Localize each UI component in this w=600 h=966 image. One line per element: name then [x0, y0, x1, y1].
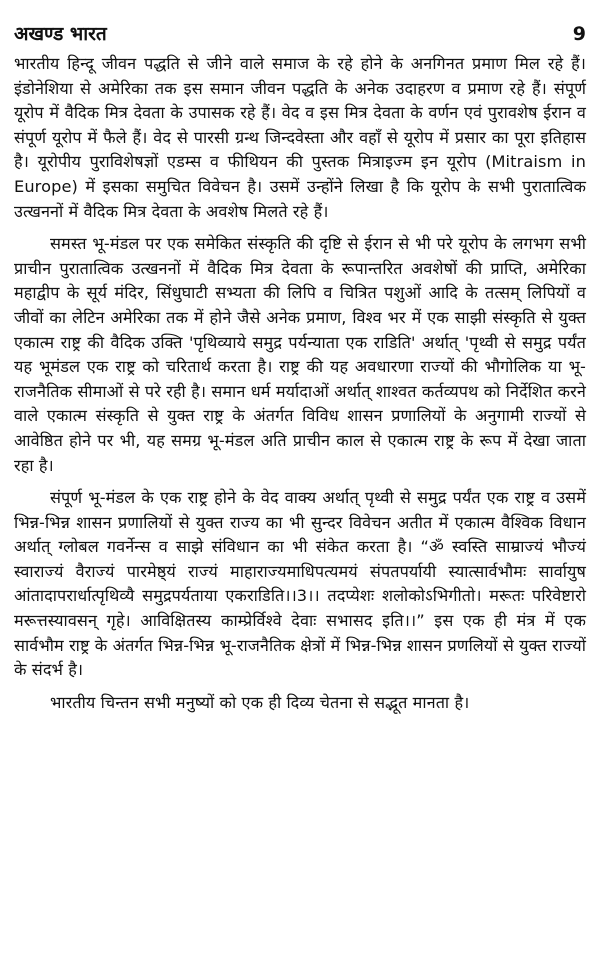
page-number: 9 — [572, 23, 586, 45]
body-text — [14, 52, 586, 715]
book-title: अखण्ड भारत — [14, 23, 107, 45]
running-header — [14, 0, 586, 52]
paragraph-3: संपूर्ण भू-मंडल के एक राष्ट्र होने के वेद वाक्य अर्थात् पृथ्वी से समुद्र पर्यंत एक राष्ट्र व उसमें भिन्न-भिन्न शासन प्रणालियों से युक्त राज्य का भी सुन्दर विवेचन अतीत में एकात्म वैश्विक विधान अर्थात् ग्लोबल गवर्नेन्स व साझे संविधान का भी संकेत करता है। “ॐ स्वस्ति साम्राज्यं भौज्यं स्वाराज्यं वैराज्यं पारमेष्ठ्यं राज्यं माहाराज्यमाधिपत्यमयं संपतपर्यायी स्यात्सार्वभौमः सार्वायुष आंतादापरार्धात्पृथिव्यै समुद्रपर्यताया एकराडिति।।3।। तदप्येशः शलोकोऽभिगीतो। मरूतः परिवेष्टारो मरूत्तस्यावसन् गृहे। आविक्षितस्य काम्प्रेर्विश्वे देवाः सभासद इति।।” इस एक ही मंत्र में एक सार्वभौम राष्ट्र के अंतर्गत भिन्न-भिन्न भू-राजनैतिक क्षेत्रों में भिन्न-भिन्न शासन प्रणलियों से युक्त राज्यों के संदर्भ है। — [14, 488, 586, 680]
paragraph-4: भारतीय चिन्तन सभी मनुष्यों को एक ही दिव्य चेतना से सद्भूत मानता है। — [50, 692, 470, 712]
paragraph-2: समस्त भू-मंडल पर एक समेकित संस्कृति की दृष्टि से ईरान से भी परे यूरोप के लगभग सभी प्राचीन पुरातात्विक उत्खननों में वैदिक मित्र देवता के रूपान्तरित अवशेषों की प्राप्ति, अमेरिका महाद्वीप के सूर्य मंदिर, सिंधुघाटी सभ्यता की लिपि व चित्रित पशुओं आदि के तत्सम् लिपियों व जीवों का लेटिन अमेरिका तक में होने जैसे अनेक प्रमाण, विश्व भर में एक साझी संस्कृति से युक्त एकात्म राष्ट्र की वैदिक उक्ति 'पृथिव्याये समुद्र पर्यन्याता एक राडिति' अर्थात् 'पृथ्वी से समुद्र पर्यंत यह भूमंडल एक राष्ट्र को चरितार्थ करता है। राष्ट्र की यह अवधारणा राज्यों की भौगोलिक या भू-राजनैतिक सीमाओं से परे रही है। समान धर्म मर्यादाओं अर्थात् शाश्वत कर्तव्यपथ को निर्देशित करने वाले एकात्म संस्कृति से युक्त राष्ट्र के अंतर्गत विविध शासन प्रणालियों के अनुगामी राज्यों से आवेष्ठित होने पर भी, यह समग्र भू-मंडल अति प्राचीन काल से एकात्म राष्ट्र के रूप में देखा जाता रहा है। — [14, 234, 586, 475]
paragraph-1: भारतीय हिन्दू जीवन पद्धति से जीने वाले समाज के रहे होने के अनगिनत प्रमाण मिल रहे हैं। इंडोनेशिया से अमेरिका तक इस समान जीवन पद्धति के अनेक उदाहरण व प्रमाण रहे हैं। संपूर्ण यूरोप में वैदिक मित्र देवता के उपासक रहे हैं। वेद व इस मित्र देवता के वर्णन एवं पुरावशेष ईरान व संपूर्ण यूरोप में फैले हैं। वेद से पारसी ग्रन्थ जिन्दवेस्ता और वहाँ से यूरोप में प्रसार का पूरा इतिहास है। यूरोपीय पुराविशेषज्ञों एडम्स व फीथियन की पुस्तक मित्राइज्म इन यूरोप (Mitraism in Europe) में इसका समुचित विवेचन है। उसमें उन्होंने लिखा है कि यूरोप के सभी पुरातात्विक उत्खननों में वैदिक मित्र देवता के अवशेष मिलते रहे हैं। — [14, 54, 586, 221]
